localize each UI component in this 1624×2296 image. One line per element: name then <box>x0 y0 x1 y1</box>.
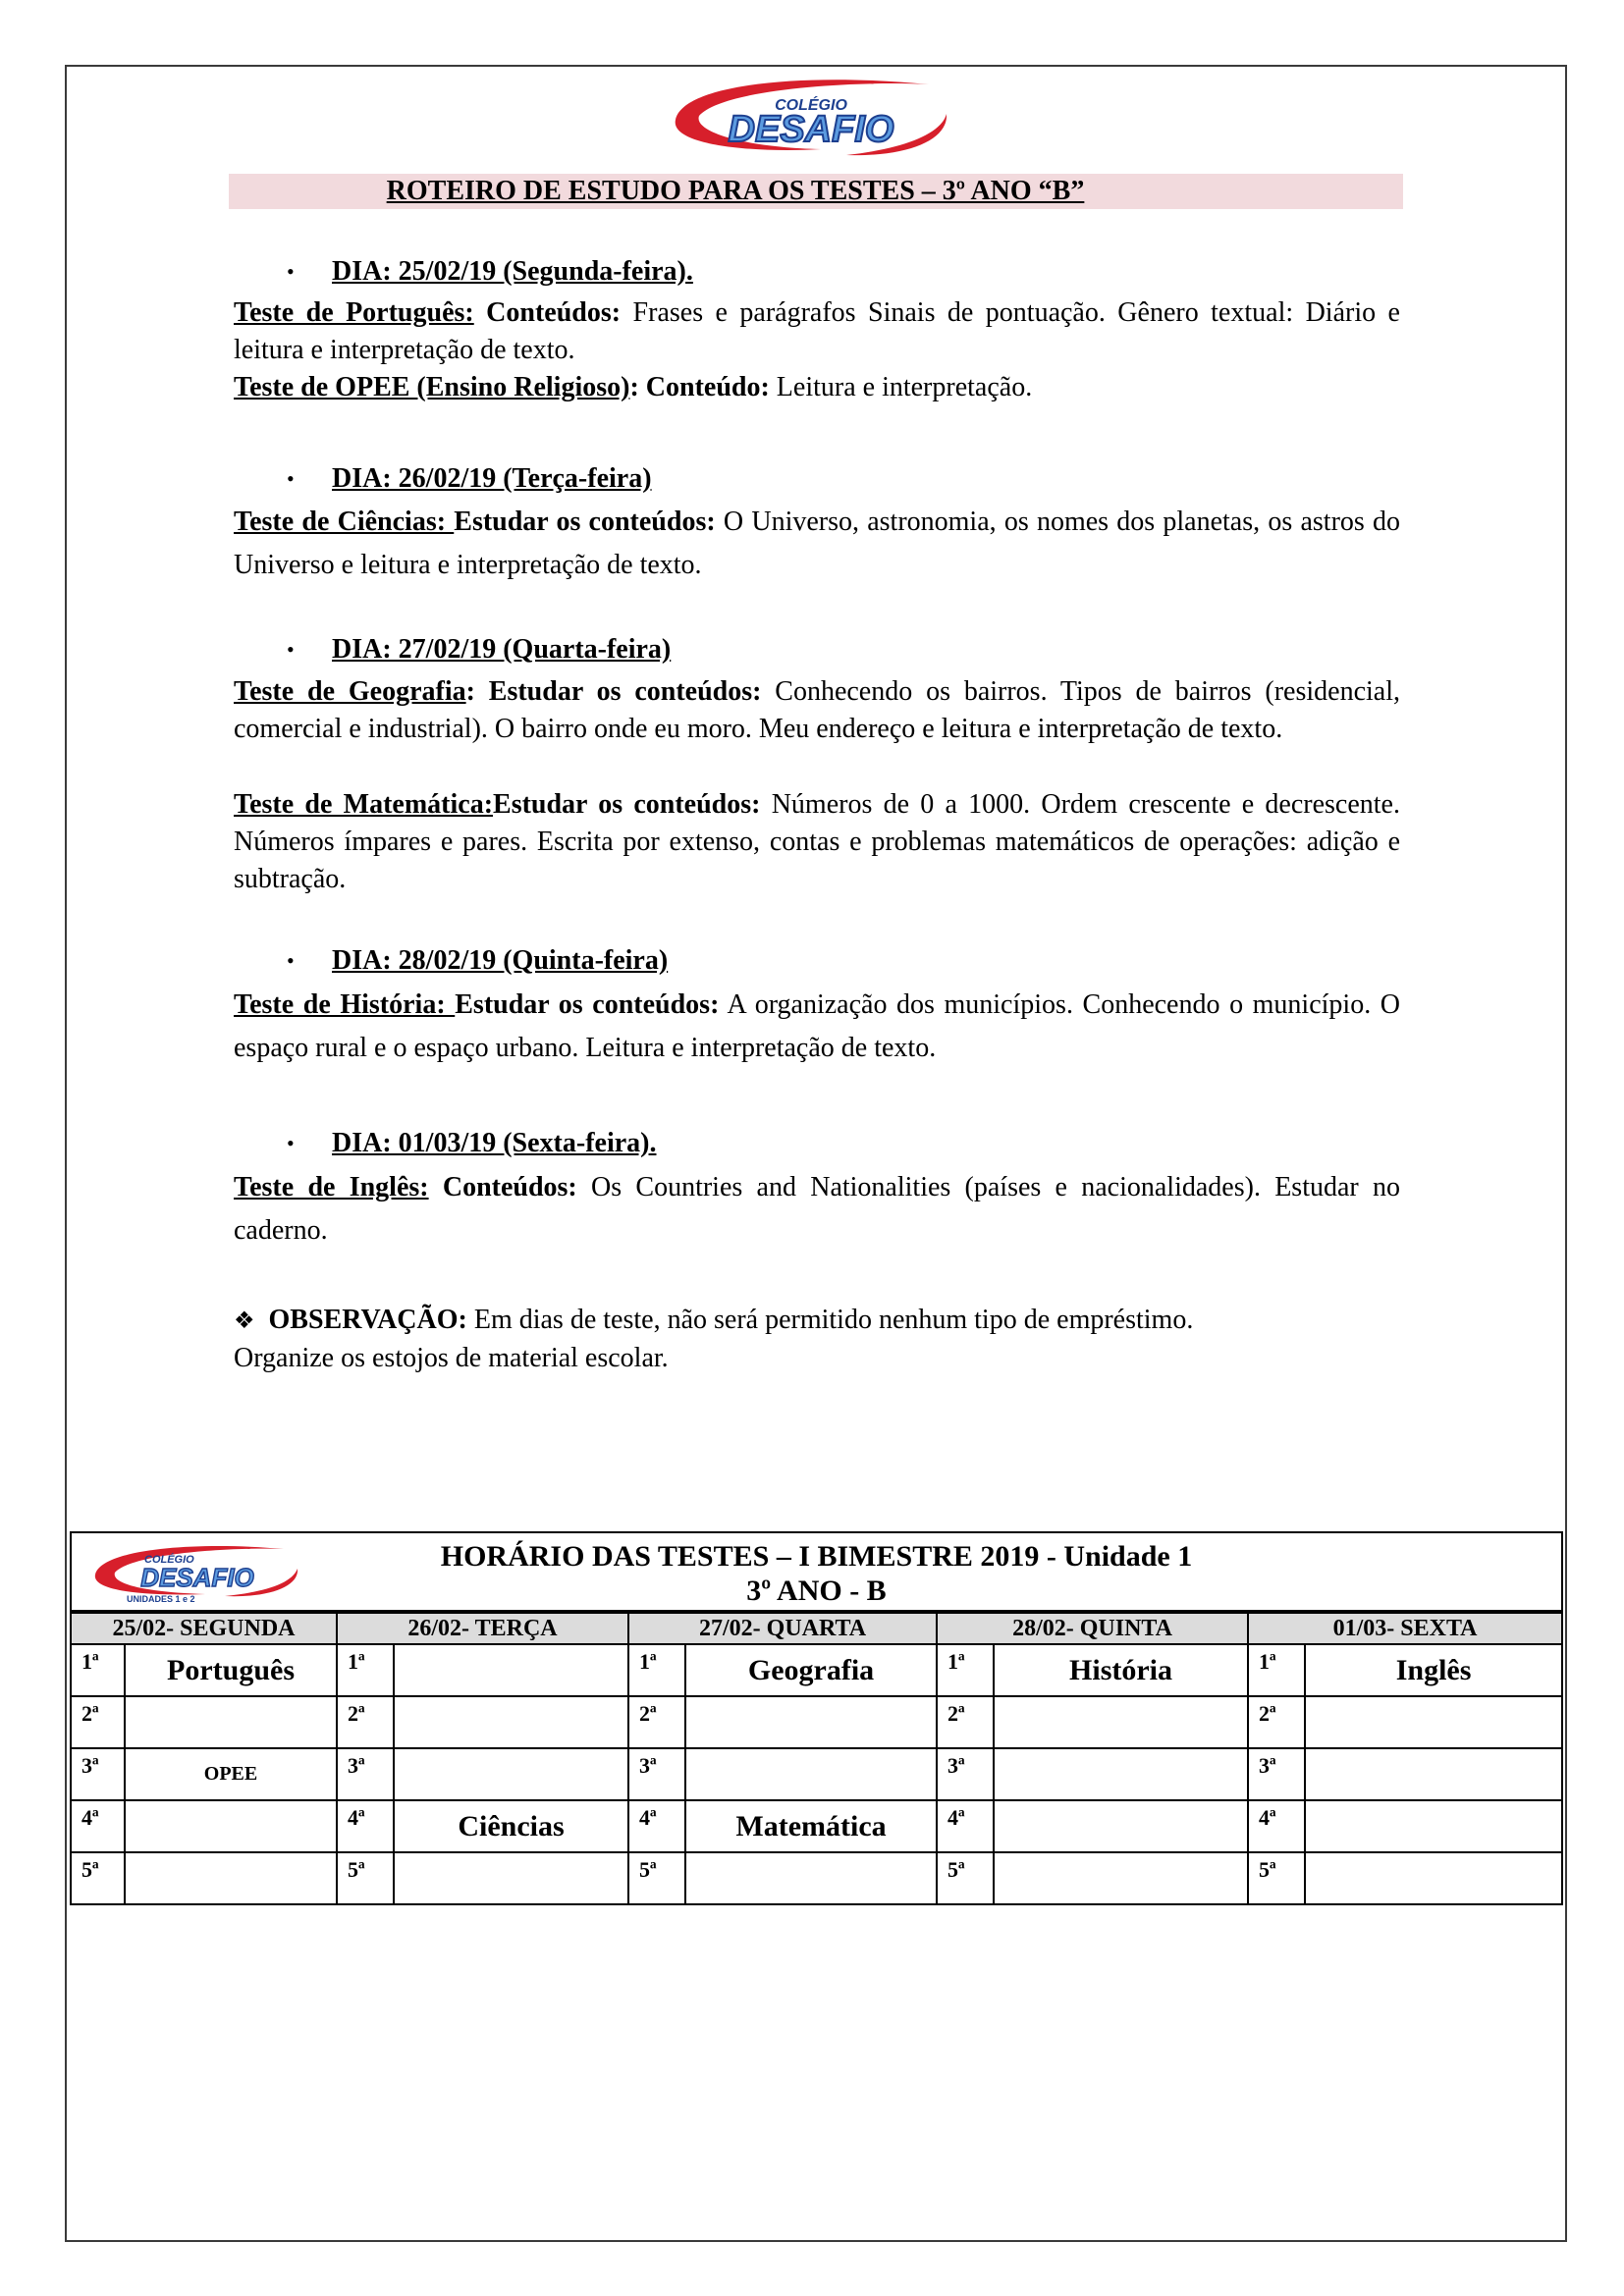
period-number: 3ª <box>937 1748 994 1800</box>
period-number: 4ª <box>937 1800 994 1852</box>
test-description <box>234 369 1400 406</box>
period-number: 2ª <box>72 1696 125 1748</box>
subject-cell <box>125 1696 337 1748</box>
period-number: 4ª <box>1248 1800 1305 1852</box>
column-header: 28/02- QUINTA <box>937 1613 1248 1644</box>
content-key: : Conteúdo: <box>629 372 770 402</box>
period-number: 5ª <box>72 1852 125 1903</box>
subject-cell: Ciências <box>394 1800 628 1852</box>
page-title: ROTEIRO DE ESTUDO PARA OS TESTES – 3º ANO “B” <box>386 176 1085 206</box>
subject-cell <box>1305 1800 1561 1852</box>
day-heading: DIA: 01/03/19 (Sexta-feira). <box>332 1128 657 1158</box>
period-number: 2ª <box>337 1696 394 1748</box>
exam-schedule-table <box>70 1531 1563 1905</box>
period-number: 1ª <box>628 1644 685 1696</box>
period-number: 2ª <box>628 1696 685 1748</box>
observation-text: Em dias de teste, não será permitido nenhum tipo de empréstimo. Organize os estojos de material escolar. <box>234 1305 1194 1373</box>
subject-cell <box>1305 1852 1561 1903</box>
period-number: 5ª <box>628 1852 685 1903</box>
schedule-row <box>72 1696 1561 1748</box>
subject-cell <box>994 1748 1248 1800</box>
test-description <box>234 294 1400 369</box>
schedule-grid <box>72 1612 1561 1903</box>
test-label: Teste de Geografia <box>234 676 466 707</box>
period-number: 2ª <box>1248 1696 1305 1748</box>
subject-cell <box>685 1748 937 1800</box>
schedule-row <box>72 1748 1561 1800</box>
subject-cell: Matemática <box>685 1800 937 1852</box>
bullet-icon: • <box>287 637 295 662</box>
schedule-header <box>72 1533 1561 1612</box>
day-heading: DIA: 28/02/19 (Quinta-feira) <box>332 945 669 976</box>
test-label: Teste de História: <box>234 989 456 1020</box>
bullet-icon: • <box>287 948 295 973</box>
period-number: 3ª <box>72 1748 125 1800</box>
test-label: Teste de Ciências: <box>234 507 455 537</box>
schedule-subtitle: 3º ANO - B <box>746 1575 887 1607</box>
content-text: A organização dos municípios. Conhecendo o município. O espaço rural e o espaço urbano. Leitura e interpretação de texto. <box>234 989 1400 1063</box>
period-number: 4ª <box>628 1800 685 1852</box>
period-number: 5ª <box>337 1852 394 1903</box>
period-number: 5ª <box>937 1852 994 1903</box>
content-key: : Estudar os conteúdos: <box>465 676 762 707</box>
logo-word-top: COLÉGIO <box>144 1554 194 1566</box>
period-number: 1ª <box>1248 1644 1305 1696</box>
subject-cell <box>994 1696 1248 1748</box>
period-number: 3ª <box>337 1748 394 1800</box>
subject-cell: OPEE <box>125 1748 337 1800</box>
logo-word-top: COLÉGIO <box>775 97 847 114</box>
test-label: Teste de Matemática: <box>234 789 494 820</box>
school-logo <box>664 71 954 165</box>
subject-cell <box>394 1644 628 1696</box>
subject-cell: História <box>994 1644 1248 1696</box>
schedule-row <box>72 1852 1561 1903</box>
column-header: 01/03- SEXTA <box>1248 1613 1561 1644</box>
content-key: Estudar os conteúdos: <box>455 989 720 1020</box>
content-text: Números de 0 a 1000. Ordem crescente e decrescente. Números ímpares e pares. Escrita por extenso, contas e problemas matemáticos de operações: adição e subtração. <box>234 789 1400 894</box>
subject-cell: Geografia <box>685 1644 937 1696</box>
period-number: 1ª <box>72 1644 125 1696</box>
day-heading: DIA: 27/02/19 (Quarta-feira) <box>332 634 672 665</box>
test-description <box>234 786 1400 898</box>
column-header: 27/02- QUARTA <box>628 1613 937 1644</box>
subject-cell: Inglês <box>1305 1644 1561 1696</box>
content-text: Leitura e interpretação. <box>769 372 1033 402</box>
content-text: O Universo, astronomia, os nomes dos planetas, os astros do Universo e leitura e interpretação de texto. <box>234 507 1401 580</box>
logo-word-sub: UNIDADES 1 e 2 <box>127 1594 195 1604</box>
test-description <box>234 1166 1400 1253</box>
subject-cell <box>125 1800 337 1852</box>
day-heading: DIA: 25/02/19 (Segunda-feira). <box>332 256 693 287</box>
subject-cell <box>685 1696 937 1748</box>
subject-cell <box>685 1852 937 1903</box>
period-number: 2ª <box>937 1696 994 1748</box>
content-key: Estudar os conteúdos: <box>454 507 716 537</box>
subject-cell <box>125 1852 337 1903</box>
content-text: Conhecendo os bairros. Tipos de bairros (residencial, comercial e industrial). O bairro onde eu moro. Meu endereço e leitura e interpretação de texto. <box>234 676 1400 744</box>
bullet-icon: • <box>287 1131 295 1155</box>
schedule-row <box>72 1800 1561 1852</box>
period-number: 3ª <box>1248 1748 1305 1800</box>
period-number: 1ª <box>937 1644 994 1696</box>
subject-cell <box>394 1748 628 1800</box>
subject-cell: Português <box>125 1644 337 1696</box>
bullet-icon: • <box>287 466 295 491</box>
test-description <box>234 984 1400 1070</box>
test-label: Teste de OPEE (Ensino Religioso) <box>234 372 630 402</box>
period-number: 3ª <box>628 1748 685 1800</box>
diamond-icon: ❖ <box>234 1308 255 1334</box>
period-number: 4ª <box>72 1800 125 1852</box>
observation-label: OBSERVAÇÃO: <box>268 1305 467 1335</box>
content-text: Os Countries and Nationalities (países e nacionalidades). Estudar no caderno. <box>234 1172 1400 1246</box>
subject-cell <box>394 1696 628 1748</box>
subject-cell <box>994 1800 1248 1852</box>
content-key: Conteúdos: <box>428 1172 577 1202</box>
logo-word-main: DESAFIO <box>140 1563 254 1592</box>
period-number: 4ª <box>337 1800 394 1852</box>
logo-word-main: DESAFIO <box>728 109 894 150</box>
test-label: Teste de Inglês: <box>234 1172 429 1202</box>
period-number: 1ª <box>337 1644 394 1696</box>
content-key: Estudar os conteúdos: <box>493 789 761 820</box>
column-header: 26/02- TERÇA <box>337 1613 628 1644</box>
content-text: Frases e parágrafos Sinais de pontuação. Gênero textual: Diário e leitura e interpretação de texto. <box>234 297 1400 365</box>
test-label: Teste de Português: <box>234 297 474 328</box>
subject-cell <box>394 1852 628 1903</box>
content-key: Conteúdos: <box>473 297 622 328</box>
schedule-day-row <box>72 1613 1561 1644</box>
column-header: 25/02- SEGUNDA <box>72 1613 337 1644</box>
test-description <box>234 501 1400 587</box>
test-description <box>234 673 1400 748</box>
schedule-row <box>72 1644 1561 1696</box>
subject-cell <box>1305 1748 1561 1800</box>
schedule-title: HORÁRIO DAS TESTES – I BIMESTRE 2019 - Unidade 1 <box>440 1540 1193 1573</box>
day-heading: DIA: 26/02/19 (Terça-feira) <box>332 463 652 494</box>
bullet-icon: • <box>287 259 295 284</box>
period-number: 5ª <box>1248 1852 1305 1903</box>
subject-cell <box>994 1852 1248 1903</box>
subject-cell <box>1305 1696 1561 1748</box>
observation-note <box>234 1302 1235 1377</box>
